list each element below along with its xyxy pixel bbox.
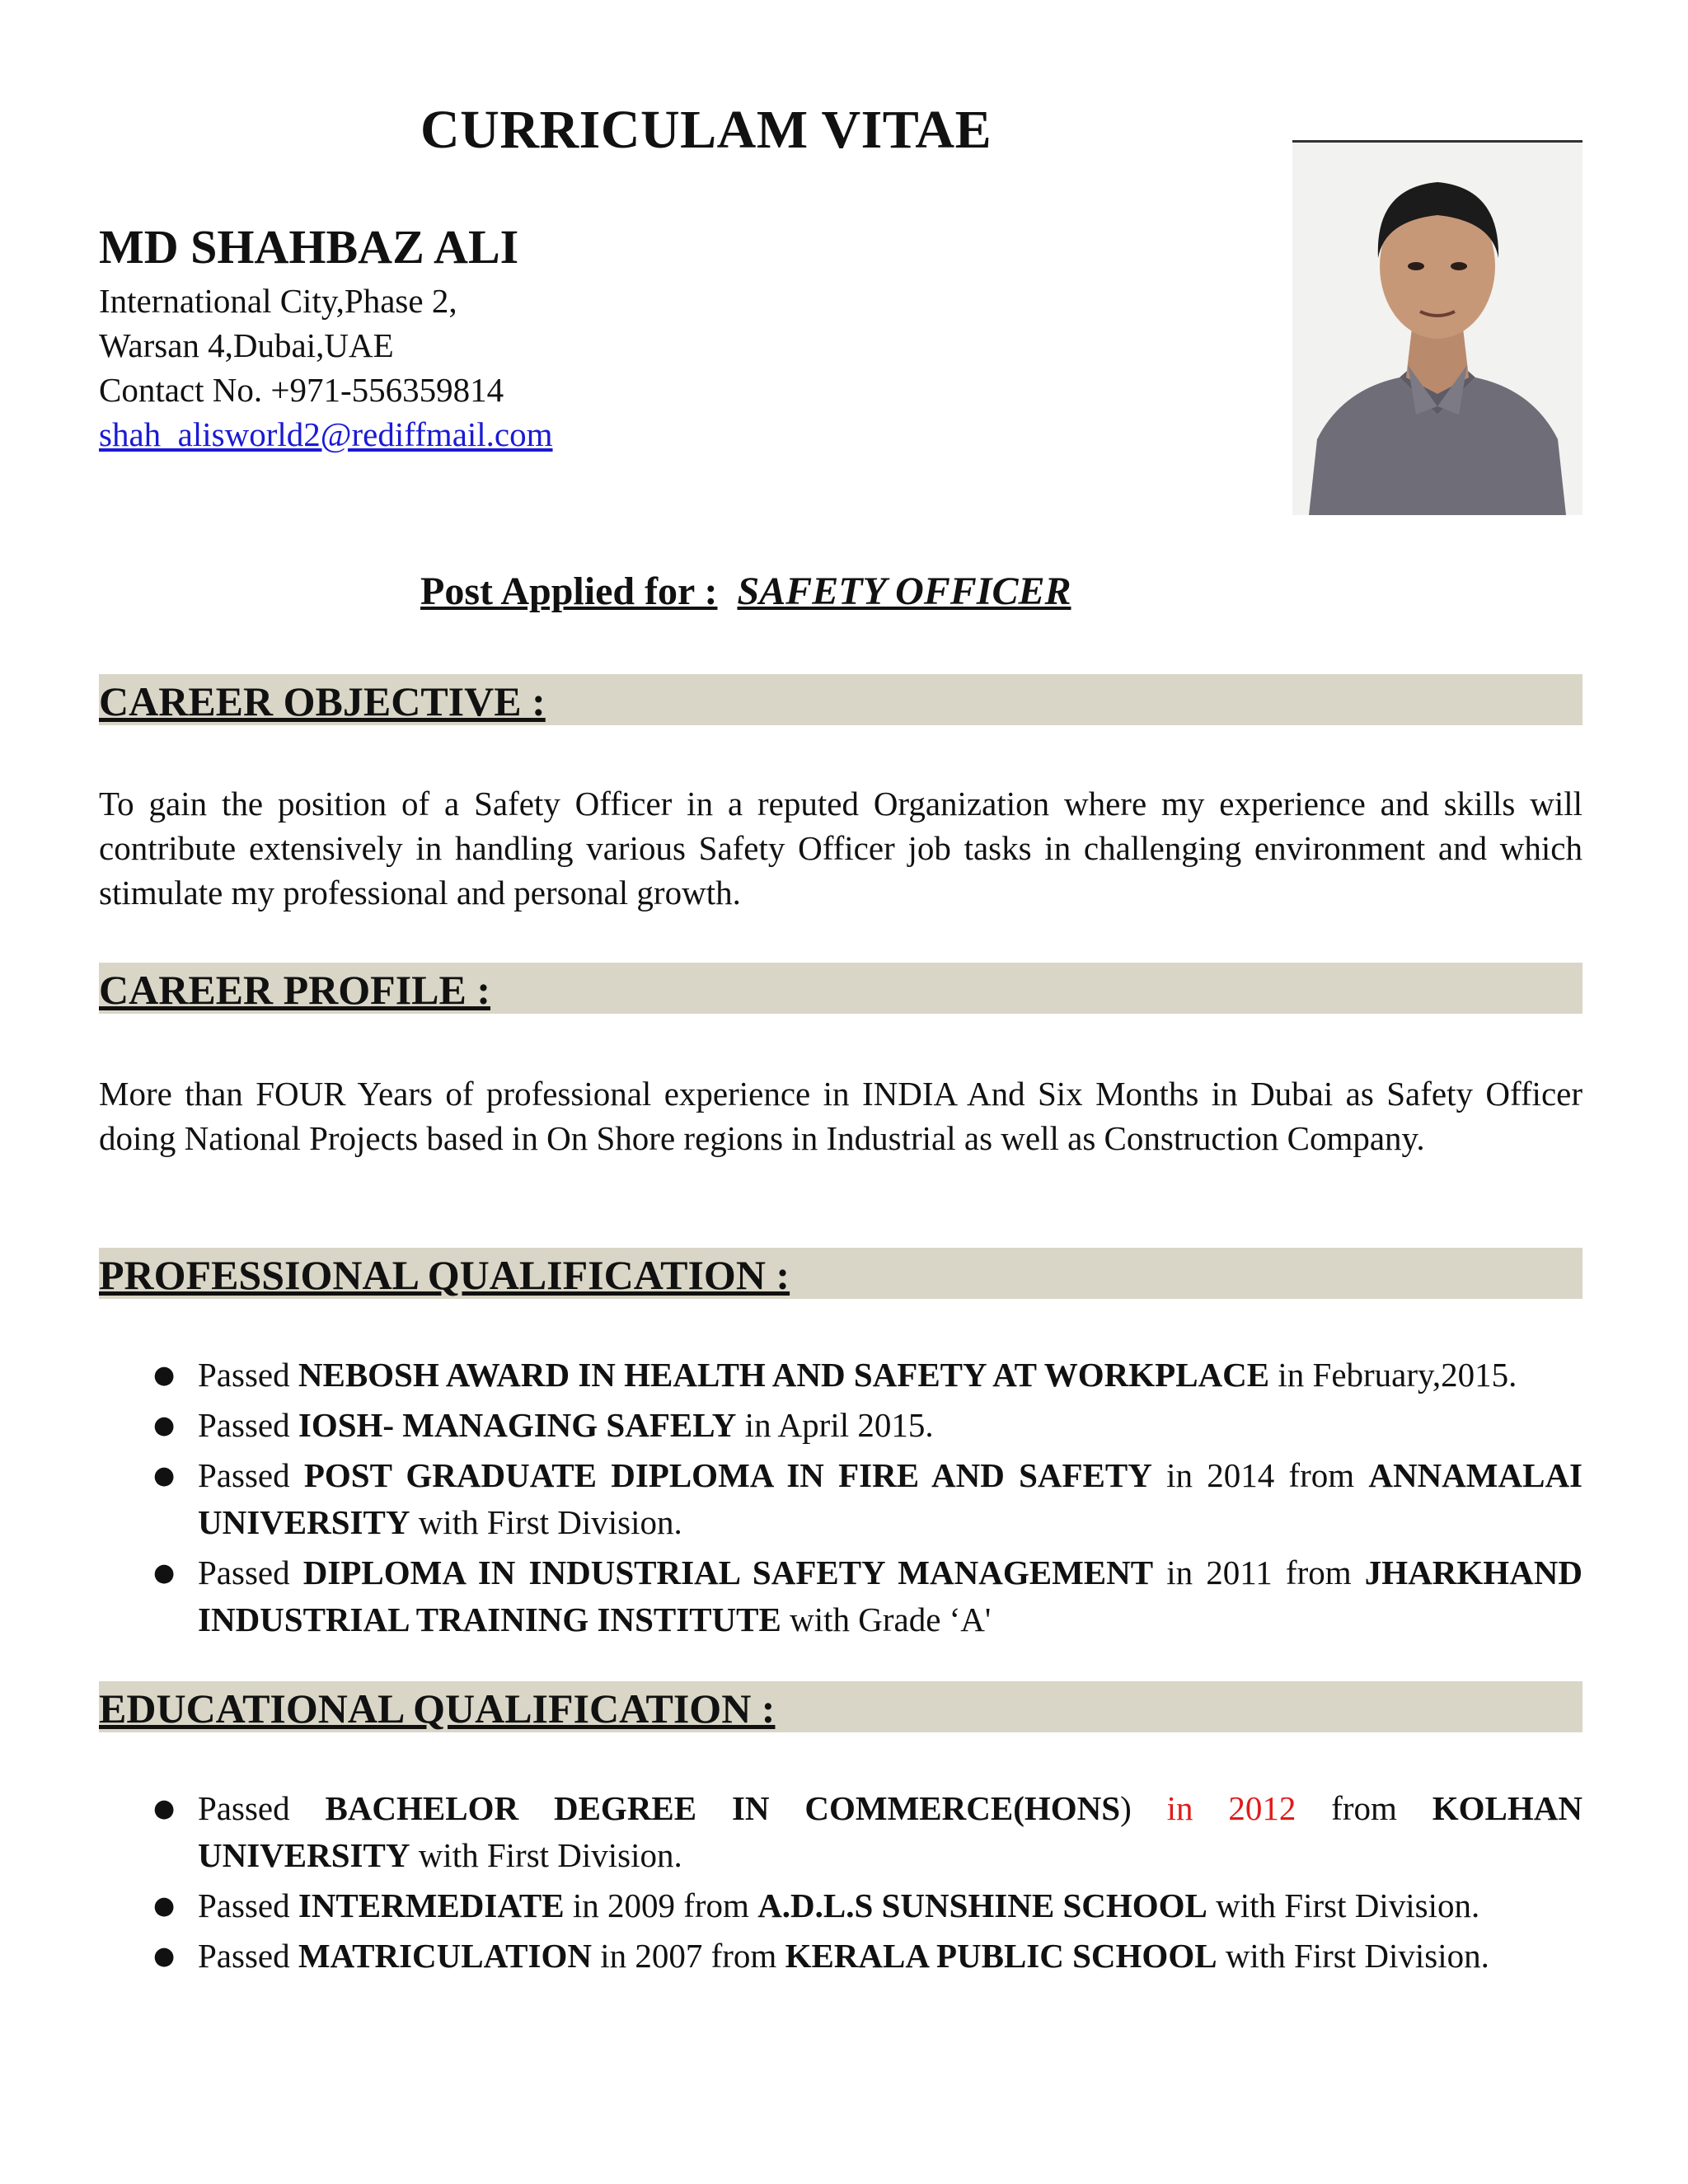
career-objective-heading: CAREER OBJECTIVE :: [99, 674, 1582, 725]
post-applied: [420, 569, 1071, 614]
candidate-name: MD SHAHBAZ ALI: [99, 220, 519, 274]
document-title: CURRICULAM VITAE: [420, 100, 992, 160]
list-item: ● Passed IOSH- MANAGING SAFELY in April 2015.: [99, 1402, 1582, 1449]
career-profile-text: More than FOUR Years of professional experience in INDIA And Six Months in Dubai as Safety Officer doing National Projects based in On Shore regions in Industrial as well as Construction Company.: [99, 1075, 1582, 1157]
educational-qualification-heading: EDUCATIONAL QUALIFICATION :: [99, 1681, 1582, 1732]
professional-qualification-heading: PROFESSIONAL QUALIFICATION :: [99, 1248, 1582, 1299]
profile-photo: [1292, 140, 1582, 515]
list-item: ● Passed MATRICULATION in 2007 from KERALA PUBLIC SCHOOL with First Division.: [99, 1933, 1582, 1980]
address-line-1: International City,Phase 2,: [99, 281, 457, 320]
professional-qualification-list: [99, 1352, 1582, 1647]
post-applied-label: Post Applied for :: [420, 569, 718, 613]
list-item: ● Passed BACHELOR DEGREE IN COMMERCE(HONS) in 2012 from KOLHAN UNIVERSITY with First Division.: [99, 1785, 1582, 1879]
career-profile-heading: CAREER PROFILE :: [99, 963, 1582, 1014]
list-item: ● Passed POST GRADUATE DIPLOMA IN FIRE AND SAFETY in 2014 from ANNAMALAI UNIVERSITY with First Division.: [99, 1452, 1582, 1546]
list-item: ● Passed INTERMEDIATE in 2009 from A.D.L.S SUNSHINE SCHOOL with First Division.: [99, 1882, 1582, 1929]
list-item: ● Passed DIPLOMA IN INDUSTRIAL SAFETY MANAGEMENT in 2011 from JHARKHAND INDUSTRIAL TRAINING INSTITUTE with Grade ‘A': [99, 1549, 1582, 1643]
list-item: ● Passed NEBOSH AWARD IN HEALTH AND SAFETY AT WORKPLACE in February,2015.: [99, 1352, 1582, 1399]
candidate-header: [99, 221, 1088, 457]
contact-number: Contact No. +971-556359814: [99, 370, 504, 409]
email-link[interactable]: shah_alisworld2@rediffmail.com: [99, 415, 553, 453]
educational-qualification-list: [99, 1785, 1582, 1983]
address-line-2: Warsan 4,Dubai,UAE: [99, 326, 394, 364]
career-objective-text: To gain the position of a Safety Officer in a reputed Organization where my experience and skills will contribute extensively in handling various Safety Officer job tasks in challenging environment and which stimulate my professional and personal growth.: [99, 785, 1582, 912]
post-applied-value: SAFETY OFFICER: [737, 569, 1071, 613]
person-photo-icon: [1292, 143, 1582, 515]
